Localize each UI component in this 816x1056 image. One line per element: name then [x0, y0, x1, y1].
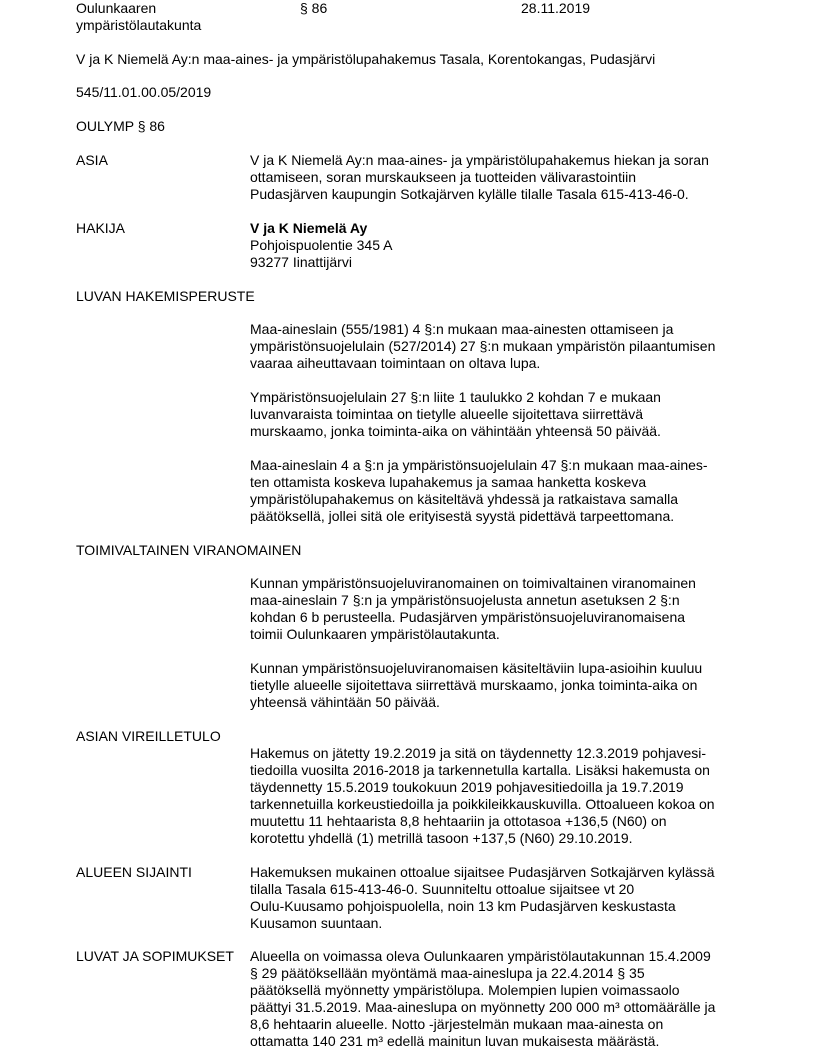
text-line: Oulu-Kuusamo pohjoispuolella, noin 13 km Pudasjärven keskustasta: [250, 898, 676, 914]
section-label-toimivaltainen: TOIMIVALTAINEN VIRANOMAINEN: [76, 542, 302, 558]
text-line: ottamatta 140 231 m³ edellä mainitun luvan mukaisesta määrästä.: [250, 1033, 660, 1049]
text-line: Hakemus on jätetty 19.2.2019 ja sitä on täydennetty 12.3.2019 pohjavesi-: [250, 745, 707, 761]
text-line: Kuusamon suuntaan.: [250, 915, 383, 931]
section-label-asia: ASIA: [76, 152, 108, 168]
text-line: kohdan 6 b perusteella. Pudasjärven ympäristönsuojeluviranomaisena: [250, 609, 686, 625]
header-body-line: Oulunkaaren: [76, 0, 157, 16]
text-line: ympäristönsuojelulain (527/2014) 27 §:n mukaan ympäristön pilaantumisen: [250, 338, 716, 354]
text-line: Maa-aineslain (555/1981) 4 §:n mukaan maa-ainesten ottamiseen ja: [250, 321, 674, 337]
text-line: päätöksellä myönnetty ympäristölupa. Molempien lupien voimassaolo: [250, 982, 680, 998]
text-line: Ympäristönsuojelulain 27 §:n liite 1 taulukko 2 kohdan 7 e mukaan: [250, 389, 661, 405]
section-label-vireilletulo: ASIAN VIREILLETULO: [76, 728, 221, 744]
text-line: täydennetty 15.5.2019 toukokuun 2019 pohjavesitiedoilla ja 19.7.2019: [250, 779, 684, 795]
section-label-luvat: LUVAT JA SOPIMUKSET: [76, 948, 234, 964]
header-date: 28.11.2019: [521, 0, 591, 16]
section-body-asia: [250, 152, 709, 203]
text-line: luvanvaraista toimintaa on tietylle alueelle sijoitettava siirrettävä: [250, 406, 643, 422]
text-line: päättyi 31.5.2019. Maa-aineslupa on myönnetty 200 000 m³ ottomäärälle ja: [250, 999, 716, 1015]
paragraph: [250, 321, 715, 372]
text-line: tietylle alueelle sijoitettava siirrettävä murskaamo, jonka toiminta-aika on: [250, 677, 698, 693]
paragraph: [250, 745, 715, 847]
text-line: tilalla Tasala 615-413-46-0. Suunniteltu ottoalue sijaitsee vt 20: [250, 881, 635, 897]
text-line: maa-aineslain 7 §:n ja ympäristönsuojelusta annetun asetuksen 2 §:n: [250, 592, 680, 608]
text-line: vaaraa aiheuttavaan toimintaan on oltava lupa.: [250, 355, 541, 371]
section-label-sijainti: ALUEEN SIJAINTI: [76, 864, 192, 880]
text-line: Alueella on voimassa oleva Oulunkaaren ympäristölautakunnan 15.4.2009: [250, 948, 711, 964]
text-line: tiedoilla vuosilta 2016-2018 ja tarkennetulla kartalla. Lisäksi hakemusta on: [250, 762, 710, 778]
text-line: muutettu 11 hehtaarista 8,8 hehtaariin ja ottotasoa +136,5 (N60) on: [250, 813, 667, 829]
text-line: 8,6 hehtaarin alueelle. Notto -järjestelmän mukaan maa-ainesta on: [250, 1016, 664, 1032]
paragraph: [250, 457, 708, 525]
paragraph: [250, 948, 715, 1050]
text-line: Maa-aineslain 4 a §:n ja ympäristönsuojelulain 47 §:n mukaan maa-aines-: [250, 457, 708, 473]
section-label-hakija: HAKIJA: [76, 220, 126, 236]
text-line: V ja K Niemelä Ay:n maa-aines- ja ympäristölupahakemus hiekan ja soran: [250, 152, 709, 168]
applicant-name: V ja K Niemelä Ay: [250, 220, 368, 236]
header-body-line: ympäristölautakunta: [76, 17, 202, 33]
text-line: murskaamo, jonka toiminta-aika on vähintään yhteensä 50 päivää.: [250, 423, 661, 439]
text-line: yhteensä vähintään 50 päivää.: [250, 694, 440, 710]
text-line: ympäristölupahakemus on käsiteltävä yhdessä ja ratkaistava samalla: [250, 491, 678, 507]
text-line: ten ottamista koskeva lupahakemus ja samaa hanketta koskeva: [250, 474, 647, 490]
header-section: § 86: [300, 0, 328, 16]
applicant-info: [250, 220, 392, 271]
record-number: 545/11.01.00.05/2019: [76, 84, 212, 100]
text-line: päätöksellä, jollei sitä ole erityisestä syystä pidettävä tarpeettomana.: [250, 508, 675, 524]
header-body-name: [76, 0, 201, 34]
text-line: § 29 päätöksellään myöntämä maa-aineslupa ja 22.4.2014 § 35: [250, 965, 645, 981]
paragraph: [250, 660, 702, 711]
applicant-address-line: Pohjoispuolentie 345 A: [250, 237, 393, 253]
document-title: V ja K Niemelä Ay:n maa-aines- ja ympäristölupahakemus Tasala, Korentokangas, Pudasjärvi: [76, 51, 656, 67]
paragraph: [250, 389, 661, 440]
text-line: ottamiseen, soran murskaukseen ja tuotteiden välivarastointiin: [250, 169, 636, 185]
text-line: Kunnan ympäristönsuojeluviranomaisen käsiteltäviin lupa-asioihin kuuluu: [250, 660, 703, 676]
text-line: Pudasjärven kaupungin Sotkajärven kylälle tilalle Tasala 615-413-46-0.: [250, 186, 689, 202]
paragraph: [250, 575, 696, 643]
text-line: Hakemuksen mukainen ottoalue sijaitsee Pudasjärven Sotkajärven kylässä: [250, 864, 715, 880]
paragraph: [250, 864, 715, 932]
section-label-luvan-hakemisperuste: LUVAN HAKEMISPERUSTE: [76, 288, 255, 304]
text-line: tarkennetuilla korkeustiedoilla ja poikkileikkauskuvilla. Ottoalueen kokoa on: [250, 796, 715, 812]
text-line: toimii Oulunkaaren ympäristölautakunta.: [250, 626, 500, 642]
reference: OULYMP § 86: [76, 118, 165, 134]
applicant-address-line: 93277 Iinattijärvi: [250, 254, 352, 270]
text-line: korotettu yhdellä (1) metrillä tasoon +137,5 (N60) 29.10.2019.: [250, 830, 633, 846]
text-line: Kunnan ympäristönsuojeluviranomainen on toimivaltainen viranomainen: [250, 575, 696, 591]
